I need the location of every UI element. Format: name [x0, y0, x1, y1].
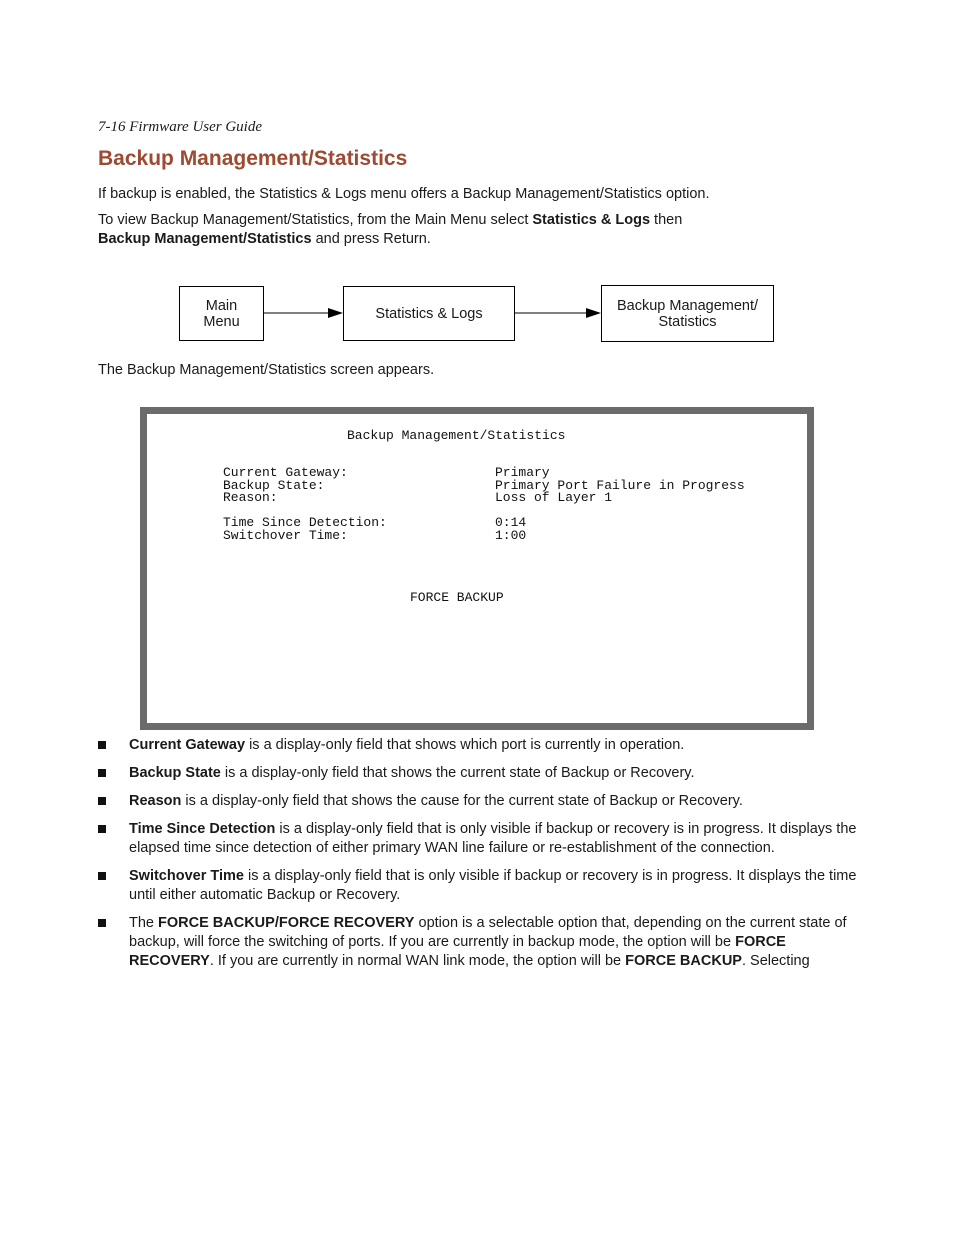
flow-box-main-menu-line2: Menu	[203, 313, 240, 330]
bullet-text: option is a selectable option that, depending on the current state of backup, will force the switching of ports. If you are currently in backup mode, the option will be	[129, 915, 847, 950]
bullet-term: Reason	[129, 793, 182, 809]
bullet-text: . If you are currently in normal WAN link mode, the option will be	[209, 953, 626, 969]
bullet-square-icon	[98, 919, 106, 927]
bullet-text: . Selecting	[741, 953, 810, 969]
field-label-current-gateway: Current Gateway:	[223, 465, 348, 480]
bullet-text: is a display-only field that shows the cause for the current state of Backup or Recovery.	[181, 793, 743, 809]
bullet-pre: The	[129, 915, 159, 931]
bullet-square-icon	[98, 741, 106, 749]
field-label-backup-state: Backup State:	[223, 477, 325, 493]
flow-arrows	[0, 0, 954, 400]
screen-caption: The Backup Management/Statistics screen appears.	[98, 362, 435, 378]
terminal-title: Backup Management/Statistics	[347, 428, 566, 443]
bullet-text: is a display-only field that shows the current state of Backup or Recovery.	[220, 765, 695, 781]
bullet-text: is a display-only field that is only visible if backup or recovery is in progress. It displays the time until either automatic Backup or Recovery.	[129, 868, 857, 903]
flow-box-main-menu-line1: Main	[205, 297, 238, 314]
field-value-reason: Loss of Layer 1	[495, 490, 613, 505]
list-item	[98, 820, 858, 858]
intro-p2-prefix: To view Backup Management/Statistics, from the Main Menu select	[98, 212, 533, 228]
section-title: Backup Management/Statistics	[98, 147, 408, 170]
list-item	[98, 867, 858, 905]
flow-box-backup-line1: Backup Management/	[616, 297, 759, 314]
bullet-square-icon	[98, 825, 106, 833]
bullet-term: Switchover Time	[129, 868, 244, 884]
field-label-switchover-time: Switchover Time:	[223, 527, 348, 543]
field-value-time-since-detection: 0:14	[495, 515, 527, 530]
field-value-switchover-time: 1:00	[495, 527, 527, 543]
list-item	[98, 914, 858, 971]
flow-box-backup-line2: Statistics	[658, 313, 717, 330]
list-item	[98, 764, 858, 783]
running-head: 7-16 Firmware User Guide	[98, 119, 263, 135]
arrow-statistics-to-backup	[515, 308, 601, 318]
terminal-screen	[140, 407, 814, 730]
bullet-square-icon	[98, 872, 106, 880]
intro-paragraph-1: If backup is enabled, the Statistics & Logs menu offers a Backup Management/Statistics option.	[98, 186, 710, 202]
list-item	[98, 736, 858, 755]
bullet-term: Backup State	[129, 765, 221, 781]
field-label-time-since-detection: Time Since Detection:	[223, 515, 387, 530]
bullet-term: FORCE BACKUP/FORCE RECOVERY	[158, 915, 415, 931]
arrow-main-to-statistics	[264, 308, 343, 318]
bullet-text: is a display-only field that shows which port is currently in operation.	[245, 737, 685, 753]
intro-p2-bold-backup-mgmt: Backup Management/Statistics	[98, 231, 312, 247]
field-description-list	[98, 736, 858, 980]
list-item	[98, 792, 858, 811]
bullet-text: is a display-only field that is only visible if backup or recovery is in progress. It displays the elapsed time since detection of either primary WAN line failure or re-establishment of the connection.	[129, 821, 857, 856]
bullet-term: Current Gateway	[129, 737, 246, 753]
bullet-square-icon	[98, 769, 106, 777]
bullet-term: Time Since Detection	[129, 821, 276, 837]
intro-p2-bold-statistics-logs: Statistics & Logs	[532, 212, 651, 228]
intro-p2-suffix: and press Return.	[311, 231, 431, 247]
force-backup-option[interactable]: FORCE BACKUP	[410, 590, 504, 605]
intro-p2-mid: then	[650, 212, 683, 228]
flow-box-statistics-logs-label: Statistics & Logs	[375, 305, 483, 322]
field-value-backup-state: Primary Port Failure in Progress	[495, 477, 745, 493]
bullet-term-force-backup: FORCE BACKUP	[625, 953, 742, 969]
field-value-current-gateway: Primary	[495, 465, 550, 480]
bullet-term-force-recovery: FORCE RECOVERY	[129, 934, 786, 969]
bullet-square-icon	[98, 797, 106, 805]
field-label-reason: Reason:	[223, 490, 278, 505]
